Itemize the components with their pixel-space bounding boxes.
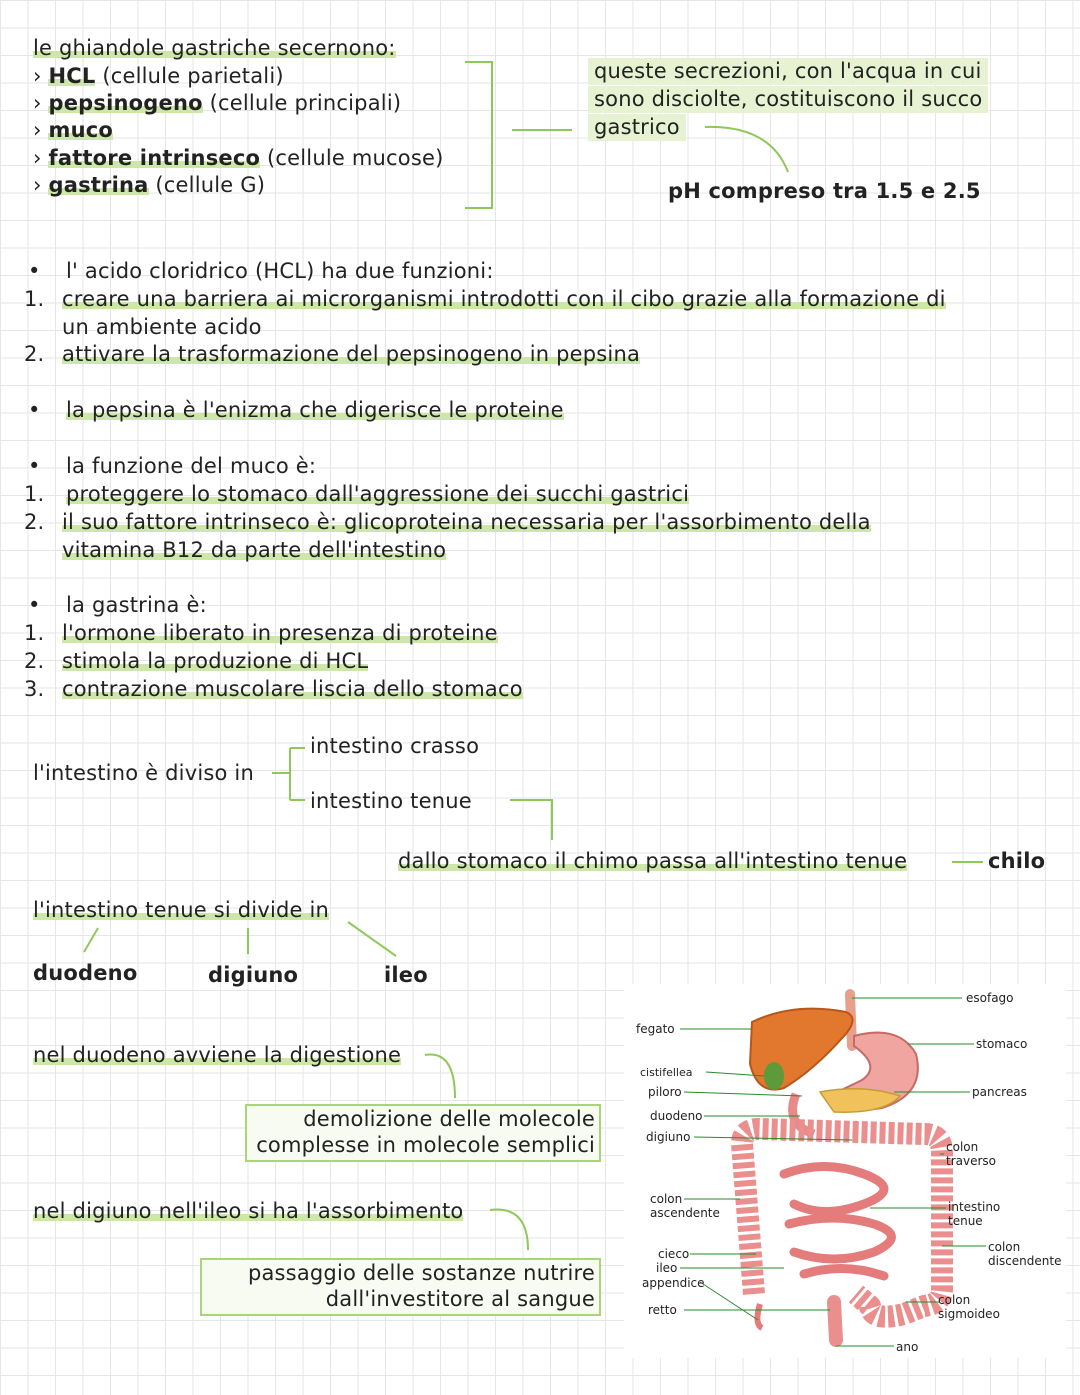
label-intestino-tenue: intestino tenue [948, 1200, 1001, 1228]
label-cieco: cieco [658, 1247, 690, 1261]
digiuno-box-line-2: dall'investitore al sangue [325, 1287, 595, 1311]
label-appendice: appendice [642, 1276, 705, 1290]
muco-item-1: proteggere lo stomaco dall'aggressione dei succhi gastrici [66, 482, 690, 506]
hcl-item-1-line-2: un ambiente acido [62, 315, 262, 339]
bullet-icon: • [28, 454, 41, 478]
label-retto: retto [648, 1303, 677, 1317]
part-ileo: ileo [384, 963, 428, 987]
label-colon-discendente: colon discendente [988, 1240, 1062, 1268]
gastric-item-hcl: › HCL (cellule parietali) [33, 64, 284, 88]
hcl-intro: l' acido cloridrico (HCL) ha due funzioni: [66, 259, 494, 283]
gastric-item-pepsinogeno: › pepsinogeno (cellule principali) [33, 91, 402, 115]
chilo-text: chilo [988, 849, 1046, 873]
tenue-divide: l'intestino tenue si divide in [33, 898, 330, 922]
gastrina-num-2: 2. [24, 649, 45, 673]
label-esofago: esofago [966, 991, 1014, 1005]
chimo-text: dallo stomaco il chimo passa all'intestino tenue [398, 849, 908, 873]
succo-line-2: sono disciolte, costituiscono il succo [588, 86, 988, 113]
duodeno-box-line-2: complesse in molecole semplici [256, 1133, 595, 1157]
bullet-icon: • [28, 259, 41, 283]
muco-intro: la funzione del muco è: [66, 454, 317, 478]
digiuno-box-line-1: passaggio delle sostanze nutrire [247, 1261, 595, 1285]
tenue-bracket [510, 800, 552, 840]
gastric-item-gastrina: › gastrina (cellule G) [33, 173, 266, 197]
muco-item-2-line-2: vitamina B12 da parte dell'intestino [62, 538, 447, 562]
intestino-tenue: intestino tenue [310, 789, 472, 813]
gastric-item-fattore: › fattore intrinseco (cellule mucose) [33, 146, 444, 170]
hcl-num-2: 2. [24, 342, 45, 366]
digestive-diagram [624, 984, 1066, 1358]
duodeno-curve [425, 1055, 455, 1098]
label-piloro: piloro [648, 1085, 682, 1099]
bullet-icon: • [28, 398, 41, 422]
hcl-num-1: 1. [24, 287, 45, 311]
gastrina-num-1: 1. [24, 621, 45, 645]
hcl-item-2-line-1: attivare la trasformazione del pepsinogeno in pepsina [62, 342, 641, 366]
succo-line-3: gastrico [588, 114, 686, 141]
ph-curve [705, 127, 788, 172]
label-colon-sigmoideo: colon sigmoideo [938, 1293, 1000, 1321]
intestino-diviso: l'intestino è diviso in [33, 761, 254, 785]
gastrina-item-1: l'ormone liberato in presenza di proteine [62, 621, 498, 645]
label-colon-ascendente: colon ascendente [650, 1192, 720, 1220]
digiuno-curve [490, 1210, 528, 1251]
label-duodeno: duodeno [650, 1109, 703, 1123]
gastrina-item-3: contrazione muscolare liscia dello stomaco [62, 677, 523, 701]
gastrina-item-2: stimola la produzione di HCL [62, 649, 369, 673]
duodeno-box-line-1: demolizione delle molecole [303, 1107, 595, 1131]
muco-num-1: 1. [24, 482, 45, 506]
intestino-tree [272, 748, 305, 800]
label-digiuno: digiuno [646, 1130, 691, 1144]
part-digiuno: digiuno [208, 963, 299, 987]
gastric-title: le ghiandole gastriche secernono: [33, 36, 396, 60]
label-pancreas: pancreas [972, 1085, 1027, 1099]
gastric-bracket [465, 62, 492, 208]
label-stomaco: stomaco [976, 1037, 1028, 1051]
branch-duodeno [84, 928, 98, 952]
duodeno-box [245, 1104, 601, 1162]
part-duodeno: duodeno [33, 961, 138, 985]
label-cistifellea: cistifellea [640, 1066, 693, 1079]
muco-num-2: 2. [24, 510, 45, 534]
ph-range: pH compreso tra 1.5 e 2.5 [668, 179, 981, 203]
intestino-crasso: intestino crasso [310, 734, 480, 758]
gastrina-num-3: 3. [24, 677, 45, 701]
muco-item-2-line-1: il suo fattore intrinseco è: glicoproteina necessaria per l'assorbimento della [62, 510, 871, 534]
gastric-item-muco: › muco [33, 118, 113, 142]
label-fegato: fegato [636, 1022, 675, 1036]
bullet-icon: • [28, 593, 41, 617]
branch-ileo [348, 922, 396, 956]
duodeno-text: nel duodeno avviene la digestione [33, 1043, 402, 1067]
pepsina-text: la pepsina è l'enizma che digerisce le proteine [66, 398, 564, 422]
label-ileo: ileo [656, 1261, 678, 1275]
digiuno-box [200, 1258, 601, 1316]
label-colon-traverso: colon traverso [946, 1140, 997, 1168]
gastrina-intro: la gastrina è: [66, 593, 207, 617]
succo-line-1: queste secrezioni, con l'acqua in cui [588, 58, 988, 85]
label-ano: ano [896, 1340, 919, 1354]
hcl-item-1-line-1: creare una barriera ai microrganismi introdotti con il cibo grazie alla formazione di [62, 287, 946, 311]
digiuno-text: nel digiuno nell'ileo si ha l'assorbimento [33, 1199, 464, 1223]
